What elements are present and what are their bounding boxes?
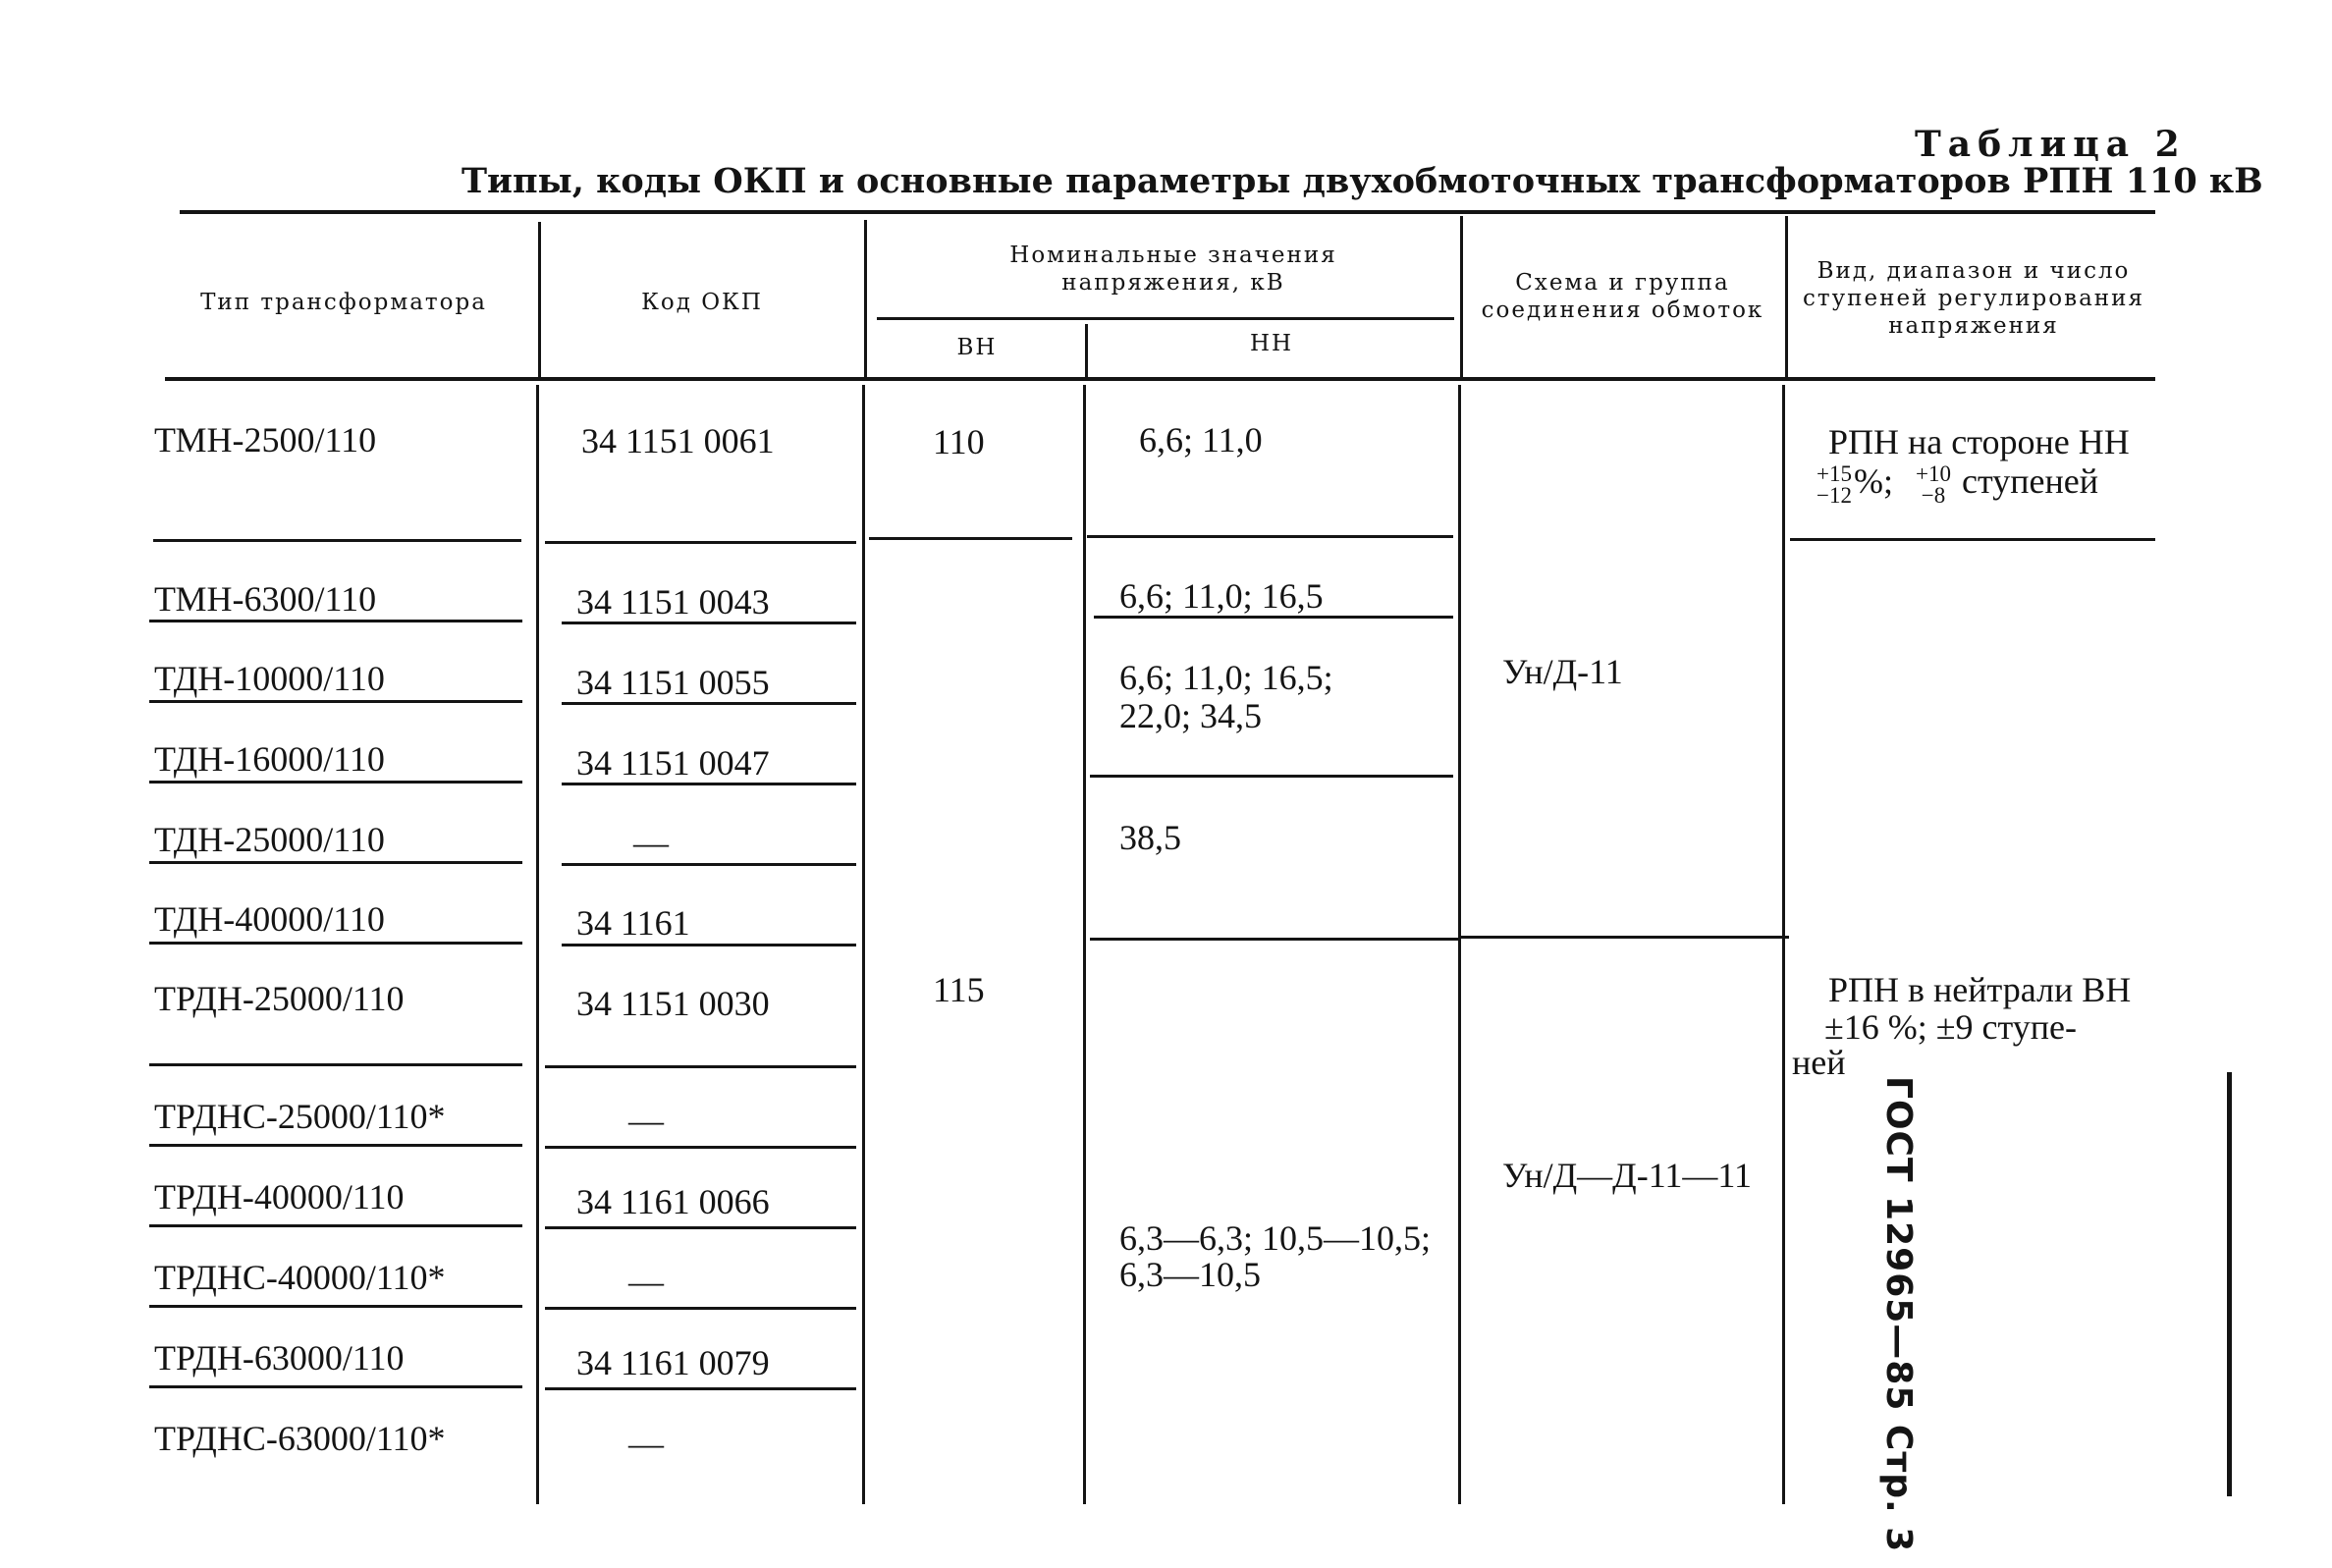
nn-value: 22,0; 34,5 (1119, 696, 1263, 735)
regulation-2-tail: ней (1792, 1043, 1846, 1082)
margin-note-rule (2227, 1072, 2232, 1496)
scheme-value: Ун/Д—Д-11—11 (1502, 1156, 1753, 1195)
row-okp: — (628, 1424, 664, 1463)
row-okp: 34 1151 0043 (576, 582, 770, 622)
regulation-1-range: +15 −12 %; +10 −8 ступеней (1817, 460, 2098, 508)
row-divider (869, 537, 1072, 540)
row-divider (149, 1385, 522, 1388)
regulation-1-pct-fraction: +15 −12 (1817, 460, 1852, 508)
nn-value: 6,3—10,5 (1119, 1255, 1261, 1294)
vn-value: 115 (933, 970, 985, 1009)
col-rule (538, 222, 541, 377)
header-nn: НН (1249, 331, 1294, 356)
nn-value: 6,6; 11,0; 16,5 (1119, 576, 1324, 616)
regulation-2-title: РПН в нейтрали ВН (1828, 970, 2132, 1009)
row-type: ТДН-16000/110 (154, 739, 385, 779)
row-okp: — (628, 1101, 664, 1140)
row-divider (149, 620, 522, 622)
col-rule (864, 220, 867, 377)
row-divider (1458, 936, 1789, 939)
nn-value: 38,5 (1119, 818, 1181, 857)
row-type: ТДН-10000/110 (154, 659, 385, 698)
col-rule (536, 385, 539, 1504)
row-divider (1090, 938, 1458, 941)
row-divider (149, 1305, 522, 1308)
row-divider (545, 1226, 856, 1229)
col-rule (1083, 385, 1086, 1504)
nn-value: 6,6; 11,0; 16,5; (1119, 658, 1333, 697)
header-nominal: Номинальные значения напряжения, кВ (1009, 243, 1337, 296)
row-okp: 34 1151 0030 (576, 984, 770, 1023)
row-okp: 34 1151 0055 (576, 663, 770, 702)
row-type: ТМН-2500/110 (154, 420, 377, 460)
regulation-2-range: ±16 %; ±9 ступе- (1824, 1007, 2077, 1047)
row-type: ТРДНС-40000/110* (154, 1258, 446, 1297)
row-divider (545, 541, 856, 544)
row-okp: 34 1161 0066 (576, 1182, 770, 1221)
header-vn: ВН (956, 335, 998, 360)
row-okp: 34 1151 0047 (576, 743, 770, 783)
row-divider (153, 539, 521, 542)
row-type: ТДН-25000/110 (154, 820, 385, 859)
regulation-1-steps-fraction: +10 −8 (1915, 460, 1951, 508)
col-rule (1458, 385, 1461, 1504)
row-divider (149, 942, 522, 945)
scheme-value: Ун/Д-11 (1502, 652, 1623, 691)
col-rule (862, 385, 865, 1504)
vn-value: 110 (933, 422, 985, 461)
row-divider (149, 700, 522, 703)
col-rule (1085, 324, 1088, 377)
top-rule (180, 210, 2155, 214)
header-type: Тип трансформатора (200, 290, 487, 315)
row-divider (1094, 616, 1453, 619)
row-divider (545, 1065, 856, 1068)
header-scheme: Схема и группа соединения обмоток (1481, 270, 1764, 323)
row-divider (1090, 775, 1453, 778)
nn-value: 6,6; 11,0 (1139, 420, 1263, 460)
row-type: ТРДН-63000/110 (154, 1338, 405, 1378)
header-okp: Код ОКП (641, 290, 763, 315)
row-divider (562, 702, 856, 705)
header-bottom-rule (165, 377, 2155, 381)
row-divider (1087, 535, 1453, 538)
row-divider (149, 861, 522, 864)
row-divider (562, 622, 856, 624)
row-okp: 34 1161 0079 (576, 1343, 770, 1382)
table-label: Таблица 2 (1915, 124, 2187, 165)
col-rule (1782, 385, 1785, 1504)
table-title: Типы, коды ОКП и основные параметры двухобмоточных трансформаторов РПН 110 кВ (461, 161, 2263, 201)
row-divider (1790, 538, 2155, 541)
row-okp: — (633, 823, 669, 862)
row-type: ТМН-6300/110 (154, 579, 377, 619)
row-divider (149, 1063, 522, 1066)
row-divider (545, 1307, 856, 1310)
row-divider (562, 944, 856, 946)
nominal-sub-rule (877, 317, 1454, 320)
row-type: ТРДНС-25000/110* (154, 1097, 446, 1136)
row-divider (562, 783, 856, 785)
nn-value: 6,3—6,3; 10,5—10,5; (1119, 1218, 1432, 1258)
row-type: ТРДН-25000/110 (154, 979, 405, 1018)
regulation-1-title: РПН на стороне НН (1828, 422, 2130, 461)
row-type: ТДН-40000/110 (154, 899, 385, 939)
col-rule (1460, 216, 1463, 377)
row-divider (545, 1387, 856, 1390)
row-divider (545, 1146, 856, 1149)
row-type: ТРДН-40000/110 (154, 1177, 405, 1217)
row-type: ТРДНС-63000/110* (154, 1419, 446, 1458)
col-rule (1785, 216, 1788, 377)
row-divider (149, 1224, 522, 1227)
row-divider (562, 863, 856, 866)
row-okp: — (628, 1262, 664, 1301)
page-margin-note: ГОСТ 12965—85 Стр. 3 (1878, 1076, 1919, 1553)
row-okp: 34 1151 0061 (581, 421, 775, 460)
row-okp: 34 1161 (576, 903, 690, 943)
row-divider (149, 1144, 522, 1147)
header-regulation: Вид, диапазон и число ступеней регулирования напряжения (1803, 258, 2144, 339)
row-divider (149, 781, 522, 784)
